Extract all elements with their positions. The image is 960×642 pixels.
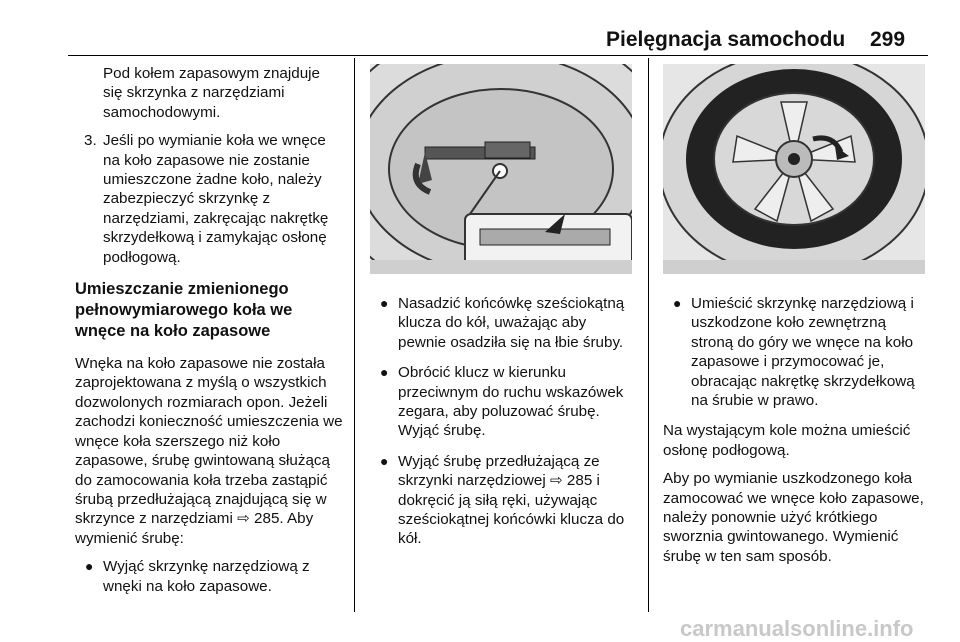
column-3 (663, 64, 931, 575)
bullet-icon: ● (380, 295, 389, 311)
bullet-text: Wyjąć skrzynkę narzędziową z wnęki na koło zapasowe. (103, 558, 310, 595)
intro-text: Pod kołem zapasowym znajduje się skrzynka z narzędziami samochodowymi. (103, 65, 320, 121)
bullet-text: Obrócić klucz w kierunku przeciwnym do ruchu wskazówek zegara, aby poluzować śrubę. Wyjąć śrubę. (398, 364, 624, 440)
header-rule (68, 55, 928, 56)
page-header (0, 0, 960, 56)
section-paragraph-end: . Aby wymienić śrubę: (75, 510, 314, 547)
page-ref-link[interactable]: 285 (254, 510, 280, 528)
column-2 (370, 64, 635, 560)
spare-wheel-illustration (663, 64, 925, 274)
bullet-text: Umieścić skrzynkę narzędziową i uszkodzone koło zewnętrzną stroną do góry we wnęce na koło zapasowe i przymocować je, obracając nakrętkę skrzydełkową na śrubie w prawo. (691, 295, 915, 410)
step-3-text: Jeśli po wymianie koła we wnęce na koło zapasowe nie zostanie umieszczone żadne koło, należy zabezpieczyć skrzynkę z narzędziami, zakręcając nakrętkę skrzydełkową i zamykając osłonę podłogową. (103, 132, 329, 266)
list-item (370, 452, 635, 549)
page-ref-link[interactable]: 285 (566, 472, 593, 490)
page-number: 299 (870, 28, 906, 51)
section-paragraph (75, 354, 343, 548)
bullet-icon: ● (673, 295, 682, 311)
column-divider-1 (354, 58, 355, 612)
bullet-text-b: i dokręcić ją siłą ręki, używając sześciokątnej końcówki klucza do kół. (398, 472, 625, 548)
list-item (370, 363, 635, 441)
column-divider-2 (648, 58, 649, 612)
bullet-text (398, 453, 624, 548)
list-item (370, 294, 635, 352)
step-3 (75, 131, 343, 267)
paragraph-2: Aby po wymianie uszkodzonego koła zamocować we wnęce koło zapasowe, należy ponownie użyć krótkiego sworznia gwintowanego. Wymienić śrubę w ten sam sposób. (663, 470, 924, 565)
wrench-on-bolt-illustration (370, 64, 632, 274)
bullet-icon: ● (380, 364, 389, 381)
watermark-text: carmanualsonline.info (680, 616, 914, 641)
bullet-icon: ● (85, 558, 94, 575)
paragraph-1: Na wystającym kole można umieścić osłonę podłogową. (663, 422, 911, 459)
list-item (75, 557, 343, 596)
section-heading: Umieszczanie zmienionego pełnowymiarowego koła we wnęce na koło zapasowe (75, 280, 293, 341)
column-1 (75, 64, 343, 607)
section-paragraph-text: Wnęka na koło zapasowe nie została zaprojektowana z myślą o wszystkich dozwolonych rozmiarach opon. Jeżeli zachodzi konieczność umieszczenia we wnęce koła szerszego niż koło zapasowe, śrubę gwintowaną służącą do zamocowania koła trzeba zastąpić śrubą przedłużającą znajdującą się w skrzynce z narzędziami (75, 355, 343, 528)
bullet-icon: ● (380, 452, 389, 469)
bullet-text: Nasadzić końcówkę sześciokątną klucza do kół, uważając aby pewnie osadziła się na łbie śruby. (398, 295, 625, 351)
header-title: Pielęgnacja samochodu (606, 28, 846, 51)
page-ref-arrow-icon: ⇨ (549, 472, 563, 490)
page-ref-arrow-icon: ⇨ (237, 510, 250, 528)
list-item (663, 294, 931, 410)
step-3-number: 3. (84, 132, 97, 150)
bullet-text-a: Wyjąć śrubę przedłużającą ze skrzynki narzędziowej (398, 452, 600, 490)
